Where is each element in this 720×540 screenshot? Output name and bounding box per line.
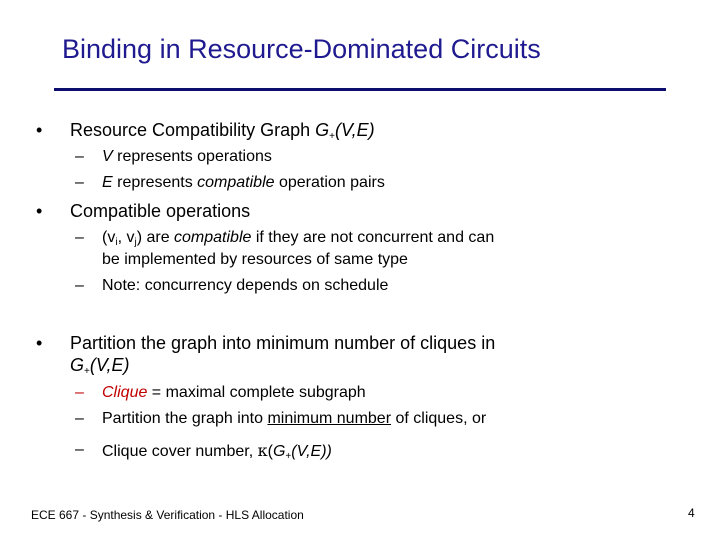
- dash-marker: –: [75, 410, 84, 427]
- sub-item-concurrency-note: – Note: concurrency depends on schedule: [75, 277, 389, 294]
- bullet-resource-compatibility-graph: • Resource Compatibility Graph $G_+(V,E)$: [36, 120, 375, 142]
- bullet-marker: •: [36, 333, 43, 353]
- dash-marker: –: [75, 148, 84, 165]
- bullet-marker: •: [36, 201, 43, 221]
- sub-item-partition-minimum: – Partition the graph into minimum number of cliques, or: [75, 410, 487, 427]
- clique-term: Clique: [102, 384, 148, 401]
- page-number: 4: [688, 506, 695, 520]
- sub-item-clique-definition: – Clique = maximal complete subgraph: [75, 384, 366, 401]
- bullet-compatible-operations: • Compatible operations: [36, 201, 251, 221]
- dash-marker: –: [75, 229, 84, 246]
- dash-marker: –: [75, 384, 84, 401]
- sub-item-v-operations: – V represents operations: [75, 148, 272, 165]
- sub-item-e-compatible-pairs: – E represents compatible operation pairs: [75, 174, 385, 191]
- dash-marker: –: [75, 277, 84, 294]
- bullet-partition-graph-line2: $G_+(V,E)$: [70, 355, 130, 377]
- bullet-partition-graph: • Partition the graph into minimum number of cliques in: [36, 333, 496, 353]
- sub-item-clique-cover-number: – Clique cover number, $\kappa(G_+(V,E))$: [75, 441, 332, 462]
- dash-marker: –: [75, 174, 84, 191]
- sub-item-compatible-definition: – ($v_i$, $v_j$) are compatible if they are not concurrent and can: [75, 229, 495, 248]
- title-underline: [54, 88, 666, 91]
- dash-marker: –: [75, 441, 84, 458]
- kappa-symbol: κ: [257, 441, 268, 460]
- slide-footer: ECE 667 - Synthesis & Verification - HLS Allocation: [31, 508, 304, 522]
- sub-item-compatible-definition-line2: be implemented by resources of same type: [102, 251, 408, 268]
- slide-title: Binding in Resource-Dominated Circuits: [62, 34, 541, 64]
- bullet-marker: •: [36, 120, 43, 140]
